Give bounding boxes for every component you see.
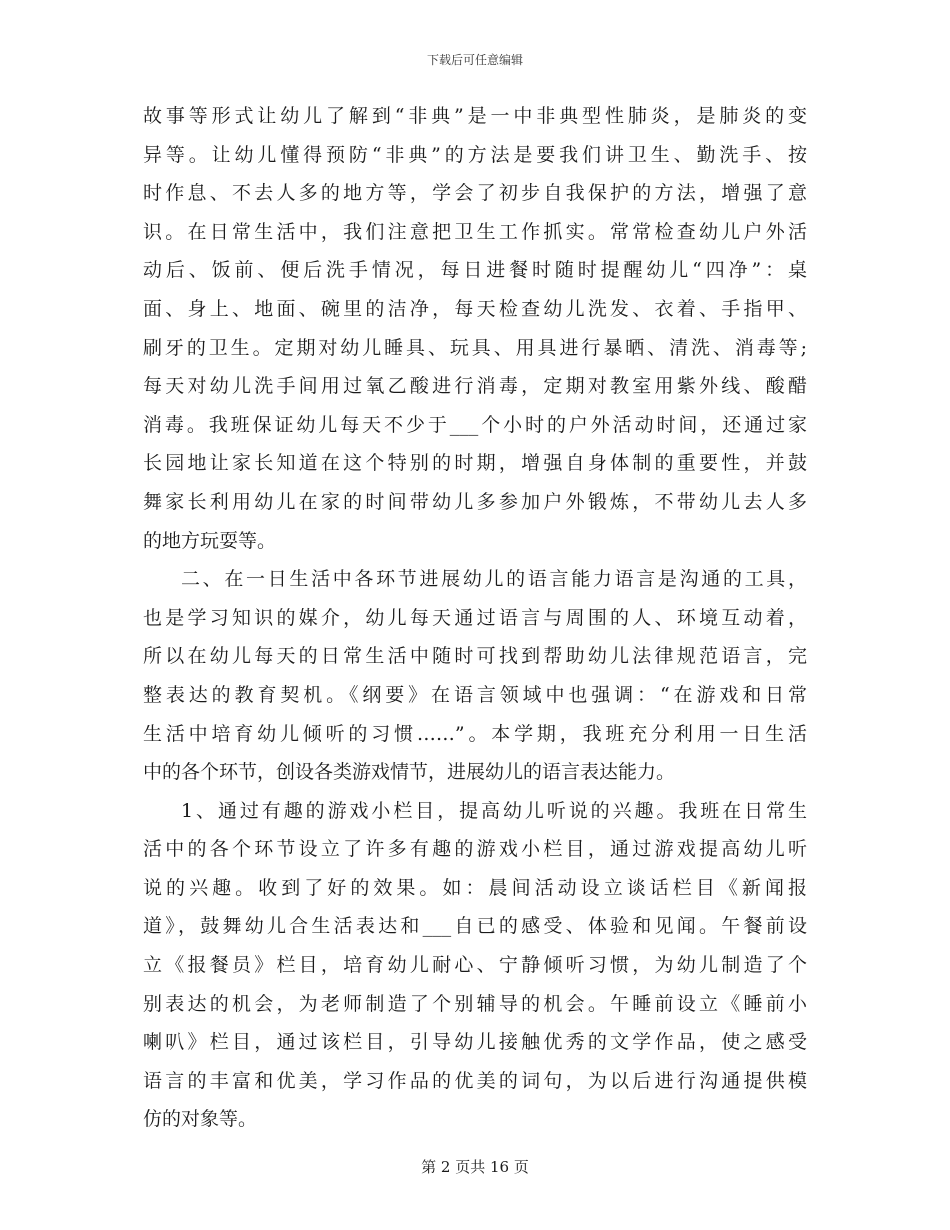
paragraph-1-line-4: 识。在日常生活中，我们注意把卫生工作抓实。常常检查幼儿户外活 [143, 220, 807, 243]
paragraph-1-line-6: 面、身上、地面、碗里的洁净，每天检查幼儿洗发、衣着、手指甲、 [143, 297, 807, 320]
paragraph-1-line-8: 每天对幼儿洗手间用过氧乙酸进行消毒，定期对教室用紫外线、酸醋 [143, 375, 807, 398]
paragraph-1-line-1: 故事等形式让幼儿了解到“非典”是一中非典型性肺炎，是肺炎的变 [143, 105, 807, 127]
paragraph-3-line-7: 喇叭》栏目，通过该栏目，引导幼儿接触优秀的文学作品，使之感受 [143, 1031, 807, 1054]
paragraph-1-line-5: 动后、饭前、便后洗手情况，每日进餐时随时提醒幼儿“四净”：桌 [143, 259, 807, 282]
page-header: 下载后可任意编辑 [426, 53, 523, 67]
paragraph-1-line-9: 消毒。我班保证幼儿每天不少于___个小时的户外活动时间，还通过家 [143, 413, 807, 436]
paragraph-2-line-2: 也是学习知识的媒介，幼儿每天通过语言与周围的人、环境互动着， [143, 606, 807, 629]
paragraph-3-line-6: 别表达的机会，为老师制造了个别辅导的机会。午睡前设立《睡前小 [143, 992, 807, 1015]
paragraph-3-line-4: 道》，鼓舞幼儿合生活表达和___自已的感受、体验和见闻。午餐前设 [143, 915, 807, 938]
paragraph-2-line-5: 生活中培育幼儿倾听的习惯……”。本学期，我班充分利用一日生活 [143, 722, 807, 745]
paragraph-3-line-2: 活中的各个环节设立了许多有趣的游戏小栏目，通过游戏提高幼儿听 [143, 838, 807, 861]
paragraph-1-line-12: 的地方玩耍等。 [143, 529, 277, 552]
document-body [143, 97, 807, 1139]
paragraph-3-line-5: 立《报餐员》栏目，培育幼儿耐心、宁静倾听习惯，为幼儿制造了个 [143, 954, 807, 977]
paragraph-2-line-4: 整表达的教育契机。《纲要》在语言领域中也强调：“在游戏和日常 [143, 683, 807, 706]
paragraph-3-line-8: 语言的丰富和优美，学习作品的优美的词句，为以后进行沟通提供模 [143, 1069, 807, 1092]
paragraph-1-line-10: 长园地让家长知道在这个特别的时期，增强自身体制的重要性，并鼓 [143, 452, 807, 475]
paragraph-3-line-9: 仿的对象等。 [143, 1108, 258, 1131]
page-footer: 第 2 页共 16 页 [421, 1158, 529, 1176]
paragraph-2-line-3: 所以在幼儿每天的日常生活中随时可找到帮助幼儿法律规范语言，完 [143, 645, 807, 668]
paragraph-3-line-1: 1、通过有趣的游戏小栏目，提高幼儿听说的兴趣。我班在日常生 [181, 799, 807, 822]
paragraph-3-line-3: 说的兴趣。收到了好的效果。如：晨间活动设立谈话栏目《新闻报 [143, 876, 807, 899]
paragraph-1-line-3: 时作息、不去人多的地方等，学会了初步自我保护的方法，增强了意 [143, 182, 807, 205]
paragraph-2-line-6: 中的各个环节，创设各类游戏情节，进展幼儿的语言表达能力。 [143, 761, 676, 784]
paragraph-1-line-7: 刷牙的卫生。定期对幼儿睡具、玩具、用具进行暴晒、清洗、消毒等; [143, 336, 807, 359]
paragraph-2-line-1: 二、在一日生活中各环节进展幼儿的语言能力语言是沟通的工具， [181, 568, 807, 591]
paragraph-1-line-11: 舞家长利用幼儿在家的时间带幼儿多参加户外锻炼，不带幼儿去人多 [143, 490, 807, 513]
paragraph-1-line-2: 异等。让幼儿懂得预防“非典”的方法是要我们讲卫生、勤洗手、按 [143, 143, 807, 166]
